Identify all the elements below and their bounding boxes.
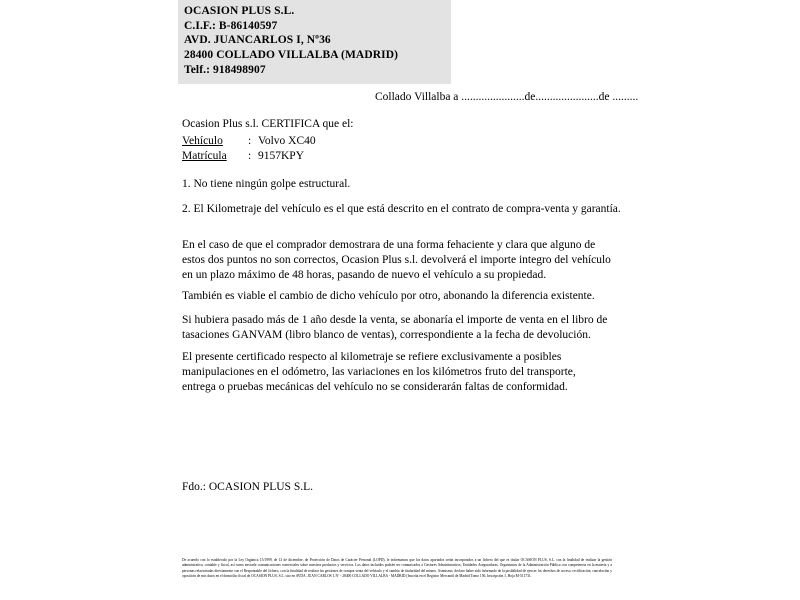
company-address-street: AVD. JUANCARLOS I, Nº36 [184,34,331,47]
plate-field-row [182,150,304,162]
certified-point-1: 1. No tiene ningún golpe estructural. [182,178,351,190]
body-paragraph-4: El presente certificado respecto al kilometraje se refiere exclusivamente a posibles manipulaciones en el odómetro, las variaciones en los kilómetros fruto del transporte, entrega o pruebas mecánicas del vehículo no se considerarán faltas de conformidad. [182,351,576,394]
plate-field-value: 9157KPY [258,150,305,162]
vehicle-field-value: Volvo XC40 [258,135,316,147]
company-address-city: 28400 COLLADO VILLALBA (MADRID) [184,49,399,62]
company-phone: Telf.: 918498907 [184,63,266,76]
legal-notice: De acuerdo con lo establecido por la Ley Orgánica 15/1999, de 13 de diciembre, de Protección de Datos de Carácter Personal (LOPD), le informamos que los datos aportados serán incorporados a un fichero del que es titular OCASION PLUS, S.L. con la finalidad de realizar la gestión administrativa, contable y fiscal, así como enviarle comunicaciones comerciales sobre nuestros productos y servicios. Los datos incluidos podrán ser comunicados a Gestores Administrativos, Entidades Aseguradoras, Organismos de la Administración Pública con competencia en la materia y a personas relacionadas directamente con el Responsable del fichero, con la finalidad de realizar las gestiones de compra venta del vehículo y el cambio de titularidad del mismo. Asimismo, declaro haber sido informado de la posibilidad de ejercer los derechos de acceso, rectificación, cancelación y oposición de mis datos en el domicilio fiscal de OCASION PLUS, S.L. sito en AVDA. JUAN CARLOS I, Nº - 28400 COLLADO VILLALBA - MADRID (Inscrita en el Registro Mercantil de Madrid Tomo 156, Inscripción 1, Hoja M-511731. [182,558,612,579]
plate-field-label: Matrícula [182,150,227,162]
signature-line: Fdo.: OCASION PLUS S.L. [182,481,313,493]
vehicle-field-row [182,135,316,147]
body-paragraph-1: En el caso de que el comprador demostrara de una forma fehaciente y clara que alguno de estos dos puntos no son correctos, Ocasion Plus s.l. devolverá el importe integro del vehículo en un plazo máximo de 48 horas, pasando de nuevo el vehículo a su propiedad. [182,239,611,282]
certified-point-2: 2. El Kilometraje del vehículo es el que está descrito en el contrato de compra-venta y garantía. [182,203,621,215]
place-and-date-line: Collado Villalba a ......................de......................de ......... [375,91,639,103]
vehicle-field-separator: : [248,135,252,147]
body-paragraph-2: También es viable el cambio de dicho vehículo por otro, abonando la diferencia existente. [182,290,595,302]
certifies-intro: Ocasion Plus s.l. CERTIFICA que el: [182,118,354,130]
plate-field-separator: : [248,150,252,162]
company-name: OCASION PLUS S.L. [184,5,295,17]
vehicle-field-label: Vehículo [182,135,223,147]
body-paragraph-3: Si hubiera pasado más de 1 año desde la venta, se abonaría el importe de venta en el libro de tasaciones GANVAM (libro blanco de ventas), correspondiente a la fecha de devolución. [182,314,608,342]
company-cif: C.I.F.: B-86140597 [184,19,278,32]
company-header [178,0,451,84]
